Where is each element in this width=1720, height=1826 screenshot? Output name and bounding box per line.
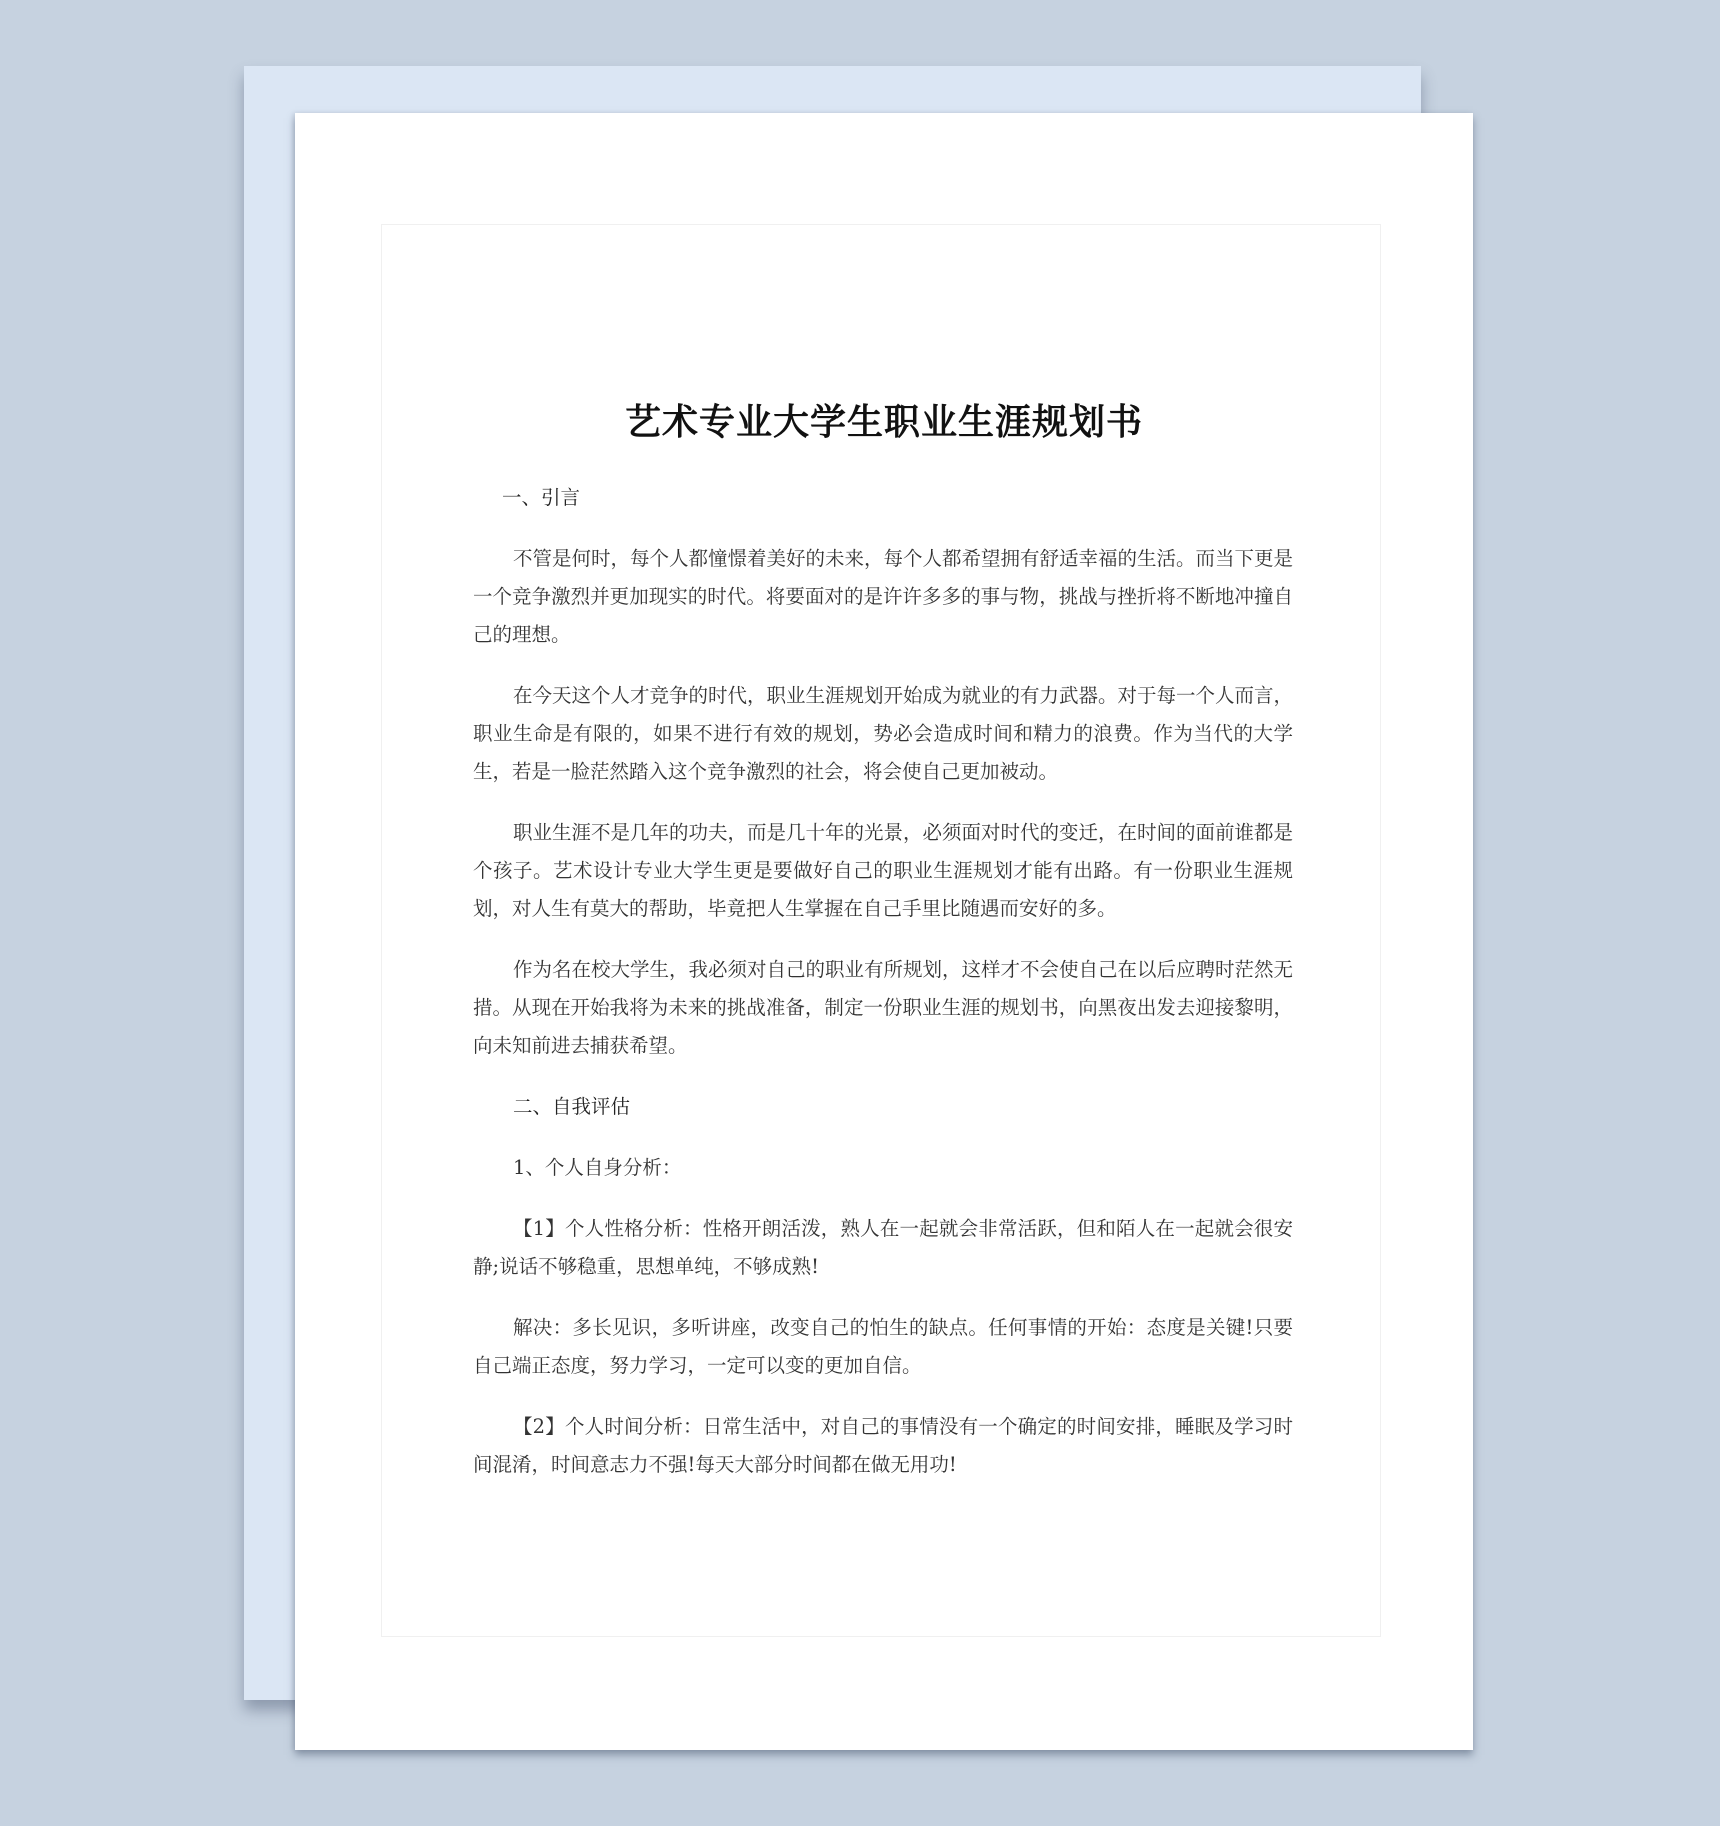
document-body xyxy=(473,479,1293,1507)
paragraph: 职业生涯不是几年的功夫，而是几十年的光景，必须面对时代的变迁，在时间的面前谁都是个孩子。艺术设计专业大学生更是要做好自己的职业生涯规划才能有出路。有一份职业生涯规划，对人生有莫大的帮助，毕竟把人生掌握在自己手里比随遇而安好的多。 xyxy=(473,821,1294,920)
document-title: 艺术专业大学生职业生涯规划书 xyxy=(624,401,1143,443)
subsection-heading-personal-analysis: 1、个人自身分析： xyxy=(513,1156,682,1179)
paragraph-time-analysis: 【2】个人时间分析：日常生活中，对自己的事情没有一个确定的时间安排，睡眠及学习时间混淆，时间意志力不强!每天大部分时间都在做无用功! xyxy=(473,1415,1293,1476)
paragraph-solution: 解决：多长见识，多听讲座，改变自己的怕生的缺点。任何事情的开始：态度是关键!只要自己端正态度，努力学习，一定可以变的更加自信。 xyxy=(473,1316,1293,1377)
section-heading-introduction: 一、引言 xyxy=(502,486,581,509)
paragraph: 不管是何时，每个人都憧憬着美好的未来，每个人都希望拥有舒适幸福的生活。而当下更是一个竞争激烈并更加现实的时代。将要面对的是许许多多的事与物，挑战与挫折将不断地冲撞自己的理想。 xyxy=(473,547,1294,646)
paragraph: 在今天这个人才竞争的时代，职业生涯规划开始成为就业的有力武器。对于每一个人而言，职业生命是有限的，如果不进行有效的规划，势必会造成时间和精力的浪费。作为当代的大学生，若是一脸茫然踏入这个竞争激烈的社会，将会使自己更加被动。 xyxy=(473,684,1294,783)
paragraph: 作为名在校大学生，我必须对自己的职业有所规划，这样才不会使自己在以后应聘时茫然无措。从现在开始我将为未来的挑战准备，制定一份职业生涯的规划书，向黑夜出发去迎接黎明，向未知前进去捕获希望。 xyxy=(473,958,1294,1057)
document-page xyxy=(295,113,1473,1750)
section-heading-self-assessment: 二、自我评估 xyxy=(513,1095,631,1118)
paragraph-personality-analysis: 【1】个人性格分析：性格开朗活泼，熟人在一起就会非常活跃，但和陌人在一起就会很安静;说话不够稳重，思想单纯，不够成熟! xyxy=(473,1217,1293,1278)
